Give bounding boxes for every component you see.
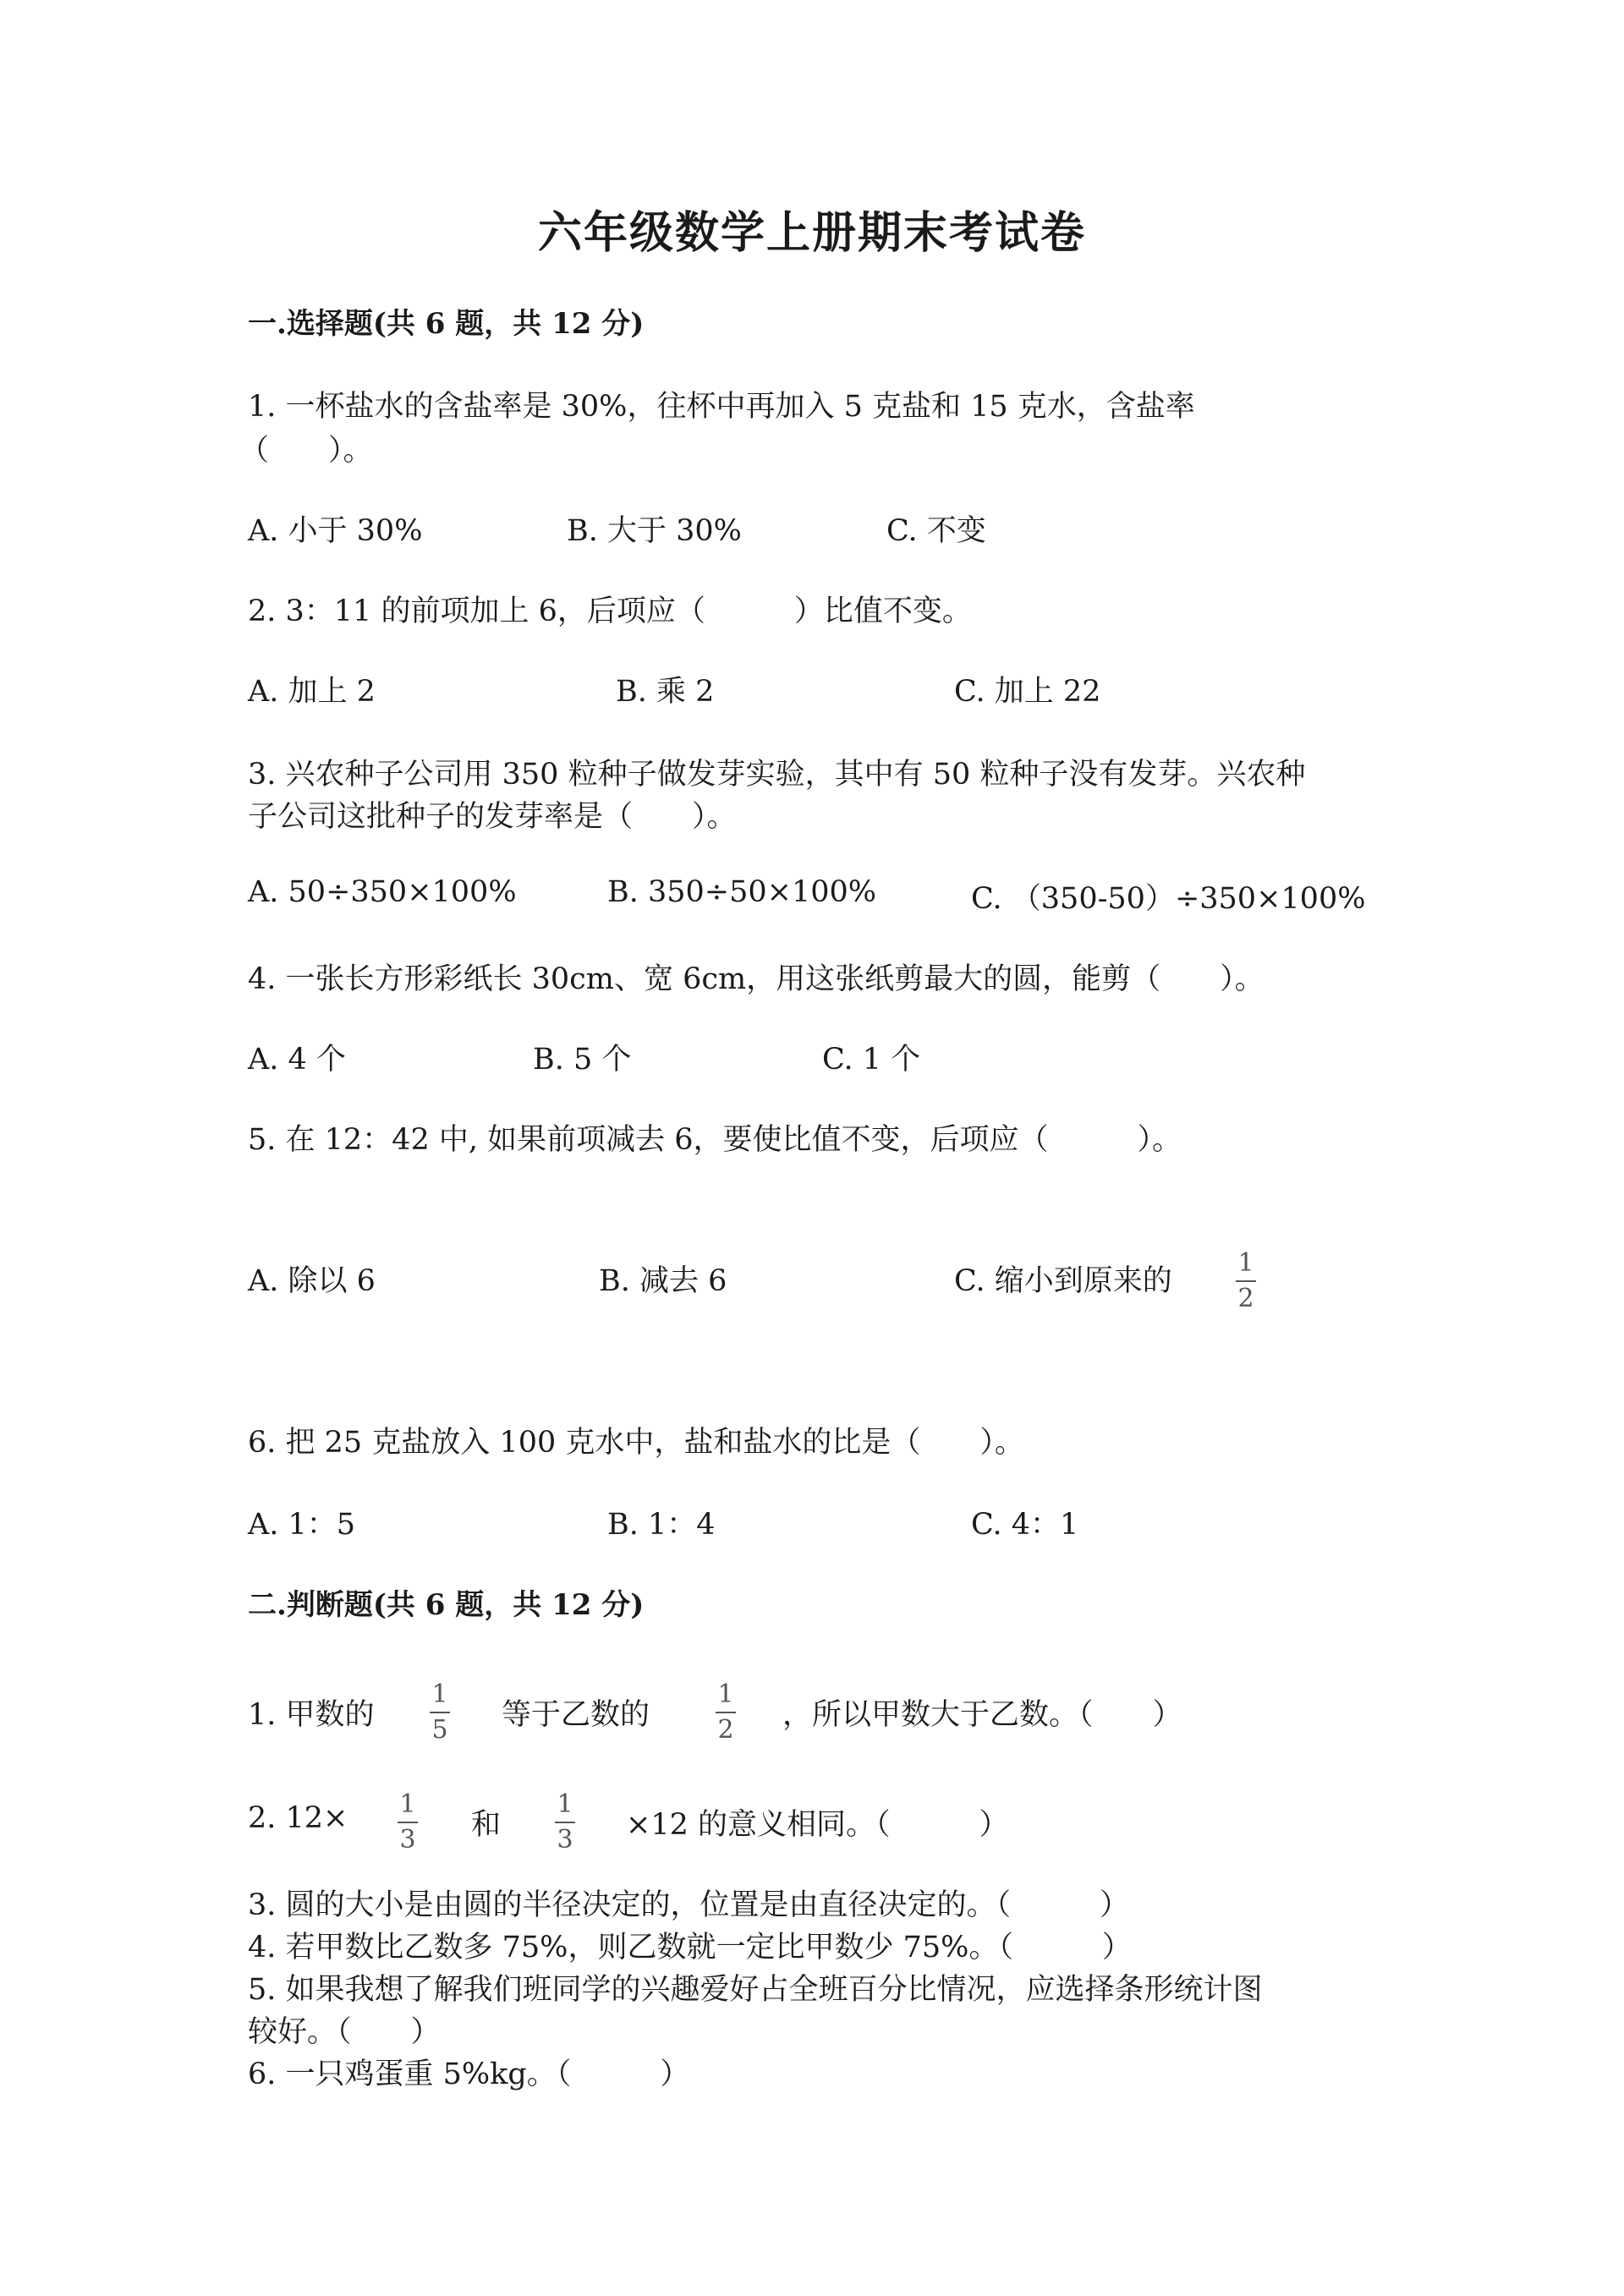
question-text: 等于乙数的 <box>502 1698 650 1732</box>
fraction-denominator: 2 <box>717 1715 734 1745</box>
fraction-denominator: 3 <box>399 1825 416 1855</box>
option-a: A. 除以 6 <box>248 1264 376 1298</box>
option-b: B. 5 个 <box>533 1043 632 1077</box>
fraction-one-half <box>1229 1247 1263 1315</box>
option-b: B. 乘 2 <box>616 675 715 709</box>
question-text: 较好。（ ） <box>248 2015 441 2049</box>
option-a: A. 小于 30% <box>248 514 423 548</box>
option-c: C. （350-50）÷350×100% <box>971 882 1366 916</box>
fraction-bar <box>430 1712 450 1713</box>
fraction-bar <box>716 1712 736 1713</box>
question-text: 4. 一张长方形彩纸长 30cm、宽 6cm，用这张纸剪最大的圆，能剪（ ）。 <box>248 962 1265 996</box>
question-text: ×12 的意义相同。（ ） <box>626 1808 1009 1842</box>
fraction-bar <box>1236 1280 1256 1282</box>
question-text: 1. 甲数的 <box>248 1698 375 1732</box>
fraction-denominator: 3 <box>557 1825 573 1855</box>
question-text: 6. 把 25 克盐放入 100 克水中，盐和盐水的比是（ ）。 <box>248 1426 1024 1460</box>
fraction-numerator: 1 <box>431 1680 448 1709</box>
option-b: B. 1：4 <box>607 1508 716 1542</box>
option-a: A. 4 个 <box>248 1043 346 1077</box>
question-text: 6. 一只鸡蛋重 5%kg。（ ） <box>248 2058 690 2091</box>
option-c: C. 缩小到原来的 <box>954 1264 1172 1298</box>
fraction-bar <box>398 1822 418 1823</box>
fraction-one-half <box>709 1679 743 1746</box>
question-text: 和 <box>471 1808 502 1842</box>
question-text: 5. 如果我想了解我们班同学的兴趣爱好占全班百分比情况，应选择条形统计图 <box>248 1973 1263 2007</box>
fraction-numerator: 1 <box>557 1789 573 1819</box>
option-b: B. 减去 6 <box>599 1264 727 1298</box>
fraction-denominator: 2 <box>1237 1284 1254 1313</box>
fraction-one-third <box>548 1789 582 1856</box>
option-b: B. 350÷50×100% <box>607 875 877 909</box>
option-c: C. 不变 <box>886 514 986 548</box>
question-text: 2. 3：11 的前项加上 6，后项应（ ）比值不变。 <box>248 595 972 628</box>
question-text: 2. 12× <box>248 1801 348 1835</box>
question-text: 4. 若甲数比乙数多 75%，则乙数就一定比甲数少 75%。（ ） <box>248 1931 1132 1964</box>
fraction-numerator: 1 <box>399 1789 416 1819</box>
question-text: 子公司这批种子的发芽率是（ ）。 <box>248 800 737 834</box>
fraction-numerator: 1 <box>717 1680 734 1709</box>
question-text: 3. 圆的大小是由圆的半径决定的，位置是由直径决定的。（ ） <box>248 1888 1130 1922</box>
fraction-bar <box>555 1822 575 1823</box>
page-title: 六年级数学上册期末考试卷 <box>537 207 1086 259</box>
option-c: C. 4：1 <box>971 1508 1079 1542</box>
question-text: （ ）。 <box>239 434 373 468</box>
question-text: 1. 一杯盐水的含盐率是 30%，往杯中再加入 5 克盐和 15 克水，含盐率 <box>248 390 1195 424</box>
option-a: A. 1：5 <box>248 1508 356 1542</box>
fraction-numerator: 1 <box>1237 1248 1254 1278</box>
fraction-one-third <box>391 1789 425 1856</box>
fraction-denominator: 5 <box>431 1715 448 1745</box>
option-a: A. 50÷350×100% <box>248 875 517 909</box>
question-text: 3. 兴农种子公司用 350 粒种子做发芽实验，其中有 50 粒种子没有发芽。兴农种 <box>248 758 1306 792</box>
question-text: ，所以甲数大于乙数。（ ） <box>782 1698 1182 1732</box>
question-text: 5. 在 12：42 中, 如果前项减去 6，要使比值不变，后项应（ ）。 <box>248 1123 1182 1157</box>
option-b: B. 大于 30% <box>567 514 742 548</box>
option-a: A. 加上 2 <box>248 675 376 709</box>
fraction-one-fifth <box>423 1679 457 1746</box>
option-c: C. 加上 22 <box>954 675 1101 709</box>
section-heading-judgement: 二.判断题(共 6 题，共 12 分) <box>248 1588 645 1622</box>
section-heading-choice: 一.选择题(共 6 题，共 12 分) <box>248 307 645 341</box>
option-c: C. 1 个 <box>822 1043 921 1077</box>
